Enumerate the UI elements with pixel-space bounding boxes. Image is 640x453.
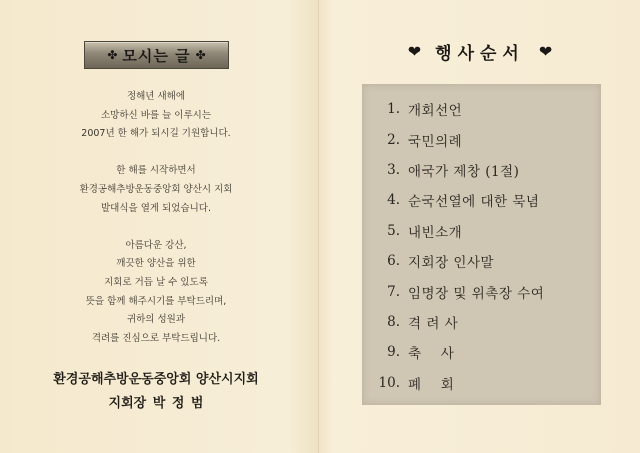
- program-item: [378, 337, 544, 367]
- program-list-box: [362, 84, 601, 405]
- item-label: 지회장 인사말: [408, 255, 495, 272]
- program-item: [378, 307, 544, 337]
- program-header: [320, 38, 640, 64]
- item-label: 임명장 및 위촉장 수여: [408, 285, 545, 302]
- item-label: 개회선언: [408, 103, 463, 120]
- item-label: 축 사: [408, 346, 455, 363]
- invitation-body: [40, 88, 272, 348]
- program-panel: [320, 0, 640, 453]
- text-line: 한 해를 시작하면서: [116, 165, 196, 177]
- heart-icon: ❤: [538, 41, 553, 61]
- program-item: [378, 276, 544, 306]
- program-item: [378, 124, 544, 154]
- heart-icon: ❤: [407, 41, 422, 61]
- text-line: 아름다운 강산,: [125, 239, 187, 251]
- item-label: 순국선열에 대한 묵념: [408, 194, 540, 211]
- program-item: [378, 216, 544, 246]
- program-title: 행사순서: [435, 43, 525, 64]
- item-number: 7.: [387, 283, 400, 300]
- item-label: 국민의례: [408, 133, 463, 150]
- item-number: 4.: [387, 192, 400, 209]
- program-item: [378, 246, 544, 276]
- text-line: 정해년 새해에: [126, 91, 186, 102]
- invitation-title-box: [84, 41, 229, 69]
- signature-title: 지회장 박 정 범: [108, 396, 204, 411]
- clover-icon: ✤: [107, 48, 118, 62]
- item-label: 내빈소개: [408, 224, 463, 241]
- item-number: 3.: [387, 161, 400, 178]
- signature-organization: 환경공해추방운동중앙회 양산시지회: [53, 372, 259, 387]
- program-item: [378, 94, 544, 124]
- text-line: 격려를 진심으로 부탁드립니다.: [91, 332, 221, 344]
- text-line: 뜻을 함께 해주시기를 부탁드리며,: [85, 295, 227, 307]
- item-number: 2.: [387, 131, 400, 148]
- invitation-title: 모시는 글: [122, 46, 191, 65]
- signature-block: [20, 368, 292, 416]
- item-number: 5.: [387, 222, 400, 239]
- text-line: 환경공해추방운동중앙회 양산시 지회: [79, 183, 233, 195]
- item-label: 폐 회: [408, 376, 455, 393]
- item-number: 1.: [387, 101, 400, 118]
- item-number: 6.: [387, 253, 400, 270]
- text-line: 지회로 거듭 날 수 있도록: [104, 276, 208, 288]
- clover-icon: ✤: [195, 48, 206, 62]
- program-list: [378, 94, 544, 398]
- invitation-panel: [0, 0, 318, 453]
- paragraph-request: [40, 237, 272, 349]
- text-line: 소망하신 바를 늘 이루시는: [100, 109, 211, 121]
- text-line: 발대식을 열게 되었습니다.: [100, 202, 211, 214]
- text-line: 깨끗한 양산을 위한: [116, 258, 196, 270]
- program-item: [378, 368, 544, 398]
- item-label: 격 려 사: [408, 315, 459, 332]
- item-number: 9.: [387, 344, 400, 361]
- text-line: 귀하의 성원과: [126, 314, 186, 326]
- item-label: 애국가 제창 (1절): [408, 163, 520, 180]
- program-item: [378, 185, 544, 215]
- paragraph-announcement: [40, 162, 272, 218]
- program-item: [378, 155, 544, 185]
- item-number: 8.: [387, 313, 400, 330]
- text-line: 2007년 한 해가 되시길 기원합니다.: [81, 128, 231, 140]
- paragraph-greeting: [40, 88, 272, 144]
- item-number: 10.: [378, 374, 400, 391]
